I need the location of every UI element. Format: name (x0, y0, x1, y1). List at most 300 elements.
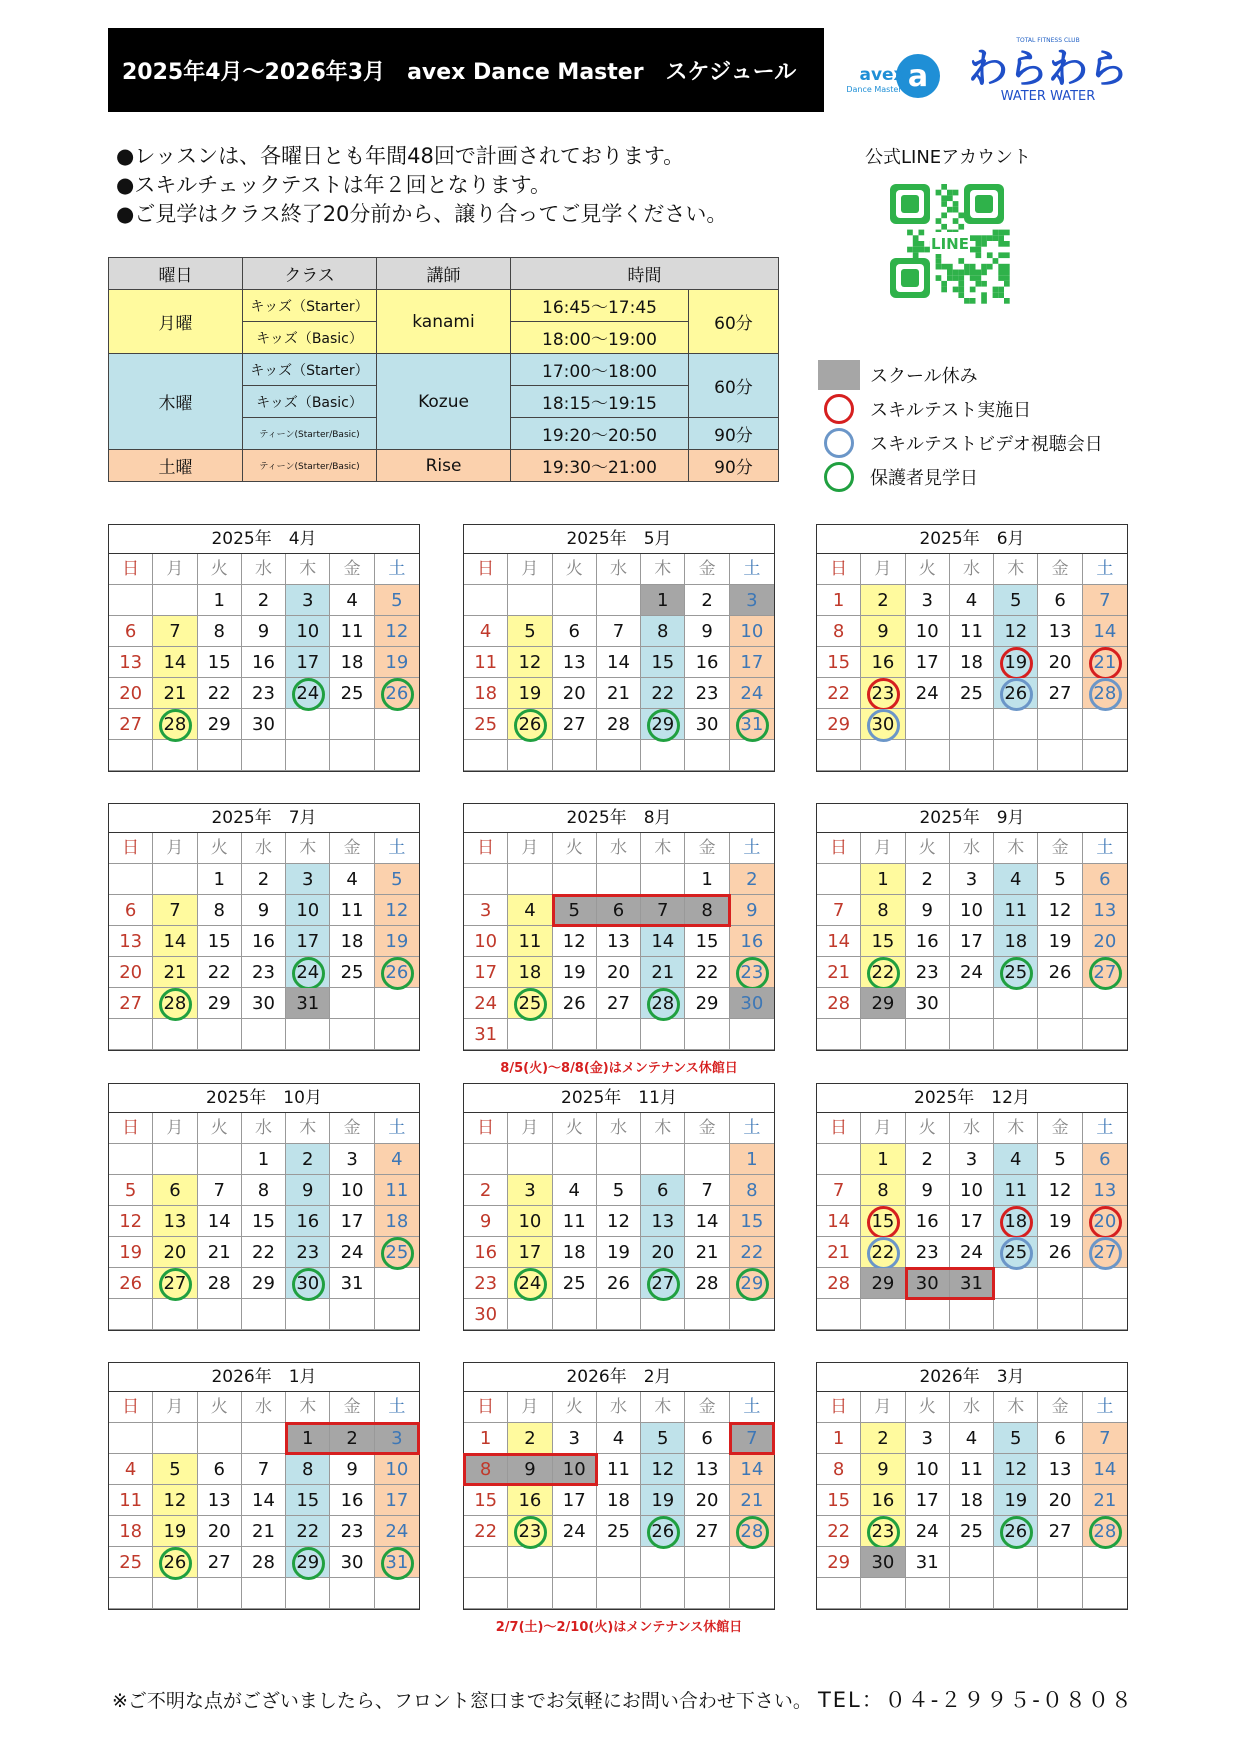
footer-text: ※ご不明な点がございましたら、フロント窓口までお気軽にお問い合わせ下さい。 (112, 1690, 812, 1712)
teacher-monday: kanami (377, 290, 511, 354)
red-circle-icon (867, 1206, 900, 1239)
empty-cell (685, 1299, 729, 1330)
empty-cell (685, 1547, 729, 1578)
day-cell: 20 (685, 1485, 729, 1516)
day-cell: 9 (242, 616, 286, 647)
empty-cell (553, 740, 597, 771)
day-cell: 28 (153, 988, 197, 1019)
empty-cell (1038, 988, 1082, 1019)
month-title: 2025年 4月 (109, 525, 419, 554)
empty-cell (817, 740, 861, 771)
avex-dance-master-logo (830, 40, 948, 108)
day-cell: 28 (1083, 1516, 1127, 1547)
empty-cell (994, 740, 1038, 771)
empty-cell (464, 740, 508, 771)
weekday-header: 木 (994, 1113, 1038, 1144)
day-cell: 20 (597, 957, 641, 988)
red-circle-icon (1089, 647, 1122, 680)
day-cell: 10 (906, 1454, 950, 1485)
month-calendar (108, 1362, 420, 1610)
empty-cell (950, 709, 994, 740)
month-calendar (816, 1362, 1128, 1610)
day-cell: 10 (464, 926, 508, 957)
day-cell: 4 (994, 1144, 1038, 1175)
day-cell: 15 (286, 1485, 330, 1516)
month-calendar (816, 1083, 1128, 1331)
day-cell: 28 (817, 1268, 861, 1299)
weekday-header: 火 (906, 554, 950, 585)
day-cell: 13 (153, 1206, 197, 1237)
weekday-header: 水 (597, 1392, 641, 1423)
empty-cell (330, 740, 374, 771)
day-cell: 21 (685, 1237, 729, 1268)
header-class: クラス (243, 258, 377, 290)
weekday-header: 金 (1038, 554, 1082, 585)
empty-cell (950, 1547, 994, 1578)
empty-cell (950, 740, 994, 771)
empty-cell (198, 740, 242, 771)
day-cell: 12 (994, 616, 1038, 647)
day-cell: 28 (242, 1547, 286, 1578)
weekday-header: 日 (464, 554, 508, 585)
day-cell: 4 (950, 585, 994, 616)
day-cell: 18 (950, 647, 994, 678)
weekday-header: 金 (685, 833, 729, 864)
day-cell: 2 (861, 585, 905, 616)
weekday-header: 日 (109, 1392, 153, 1423)
day-cell: 20 (1083, 1206, 1127, 1237)
day-cell: 26 (153, 1547, 197, 1578)
empty-cell (109, 1019, 153, 1050)
day-cell: 29 (685, 988, 729, 1019)
day-cell: 8 (861, 895, 905, 926)
day-cell: 30 (730, 988, 774, 1019)
empty-cell (730, 1019, 774, 1050)
day-cell: 19 (553, 957, 597, 988)
day-cell: 10 (286, 616, 330, 647)
empty-cell (330, 1578, 374, 1609)
empty-cell (817, 1299, 861, 1330)
green-circle-icon (736, 709, 769, 742)
day-cell: 30 (906, 1268, 950, 1299)
weekday-header: 日 (109, 1113, 153, 1144)
empty-cell (109, 1299, 153, 1330)
day-cell: 18 (508, 957, 552, 988)
weekday-header: 火 (553, 554, 597, 585)
legend-item-red: スキルテスト実施日 (818, 392, 1103, 426)
day-cell: 24 (950, 1237, 994, 1268)
green-circle-icon (867, 1516, 900, 1549)
day-cell: 27 (1038, 1516, 1082, 1547)
day-cell: 26 (597, 1268, 641, 1299)
day-cell: 23 (242, 957, 286, 988)
empty-cell (109, 1144, 153, 1175)
day-monday: 月曜 (109, 290, 243, 354)
green-circle-icon (514, 1268, 547, 1301)
day-cell: 27 (109, 709, 153, 740)
weekday-header: 水 (242, 554, 286, 585)
empty-cell (994, 1547, 1038, 1578)
blue-circle-icon (824, 428, 854, 458)
empty-cell (641, 1578, 685, 1609)
weekday-header: 日 (109, 554, 153, 585)
day-cell: 23 (508, 1516, 552, 1547)
month-title: 2025年 7月 (109, 804, 419, 833)
day-cell: 18 (994, 926, 1038, 957)
day-cell: 17 (286, 926, 330, 957)
day-cell: 1 (685, 864, 729, 895)
day-cell: 29 (861, 988, 905, 1019)
empty-cell (906, 709, 950, 740)
weekday-header: 火 (198, 1113, 242, 1144)
day-cell: 26 (994, 678, 1038, 709)
day-cell: 7 (730, 1423, 774, 1454)
month-title: 2025年 8月 (464, 804, 774, 833)
empty-cell (1038, 1578, 1082, 1609)
day-cell: 7 (817, 895, 861, 926)
day-cell: 4 (109, 1454, 153, 1485)
empty-cell (286, 740, 330, 771)
day-cell: 17 (508, 1237, 552, 1268)
line-qr-code[interactable] (886, 180, 1014, 308)
weekday-header: 水 (950, 833, 994, 864)
day-cell: 19 (1038, 1206, 1082, 1237)
day-cell: 14 (1083, 1454, 1127, 1485)
weekday-header: 土 (1083, 1113, 1127, 1144)
empty-cell (109, 1578, 153, 1609)
empty-cell (464, 585, 508, 616)
day-cell: 27 (553, 709, 597, 740)
day-cell: 17 (730, 647, 774, 678)
day-cell: 18 (464, 678, 508, 709)
day-cell: 13 (685, 1454, 729, 1485)
day-cell: 9 (906, 1175, 950, 1206)
empty-cell (330, 988, 374, 1019)
empty-cell (508, 1578, 552, 1609)
day-cell: 10 (508, 1206, 552, 1237)
day-cell: 24 (950, 957, 994, 988)
day-cell: 1 (817, 585, 861, 616)
day-cell: 10 (906, 616, 950, 647)
empty-cell (817, 864, 861, 895)
weekday-header: 水 (242, 833, 286, 864)
day-cell: 16 (242, 647, 286, 678)
empty-cell (242, 740, 286, 771)
empty-cell (330, 1019, 374, 1050)
class-cell: ティーン(Starter/Basic) (243, 418, 377, 450)
day-cell: 14 (1083, 616, 1127, 647)
empty-cell (950, 1578, 994, 1609)
day-cell: 14 (597, 647, 641, 678)
day-cell: 13 (1038, 616, 1082, 647)
weekday-header: 火 (198, 833, 242, 864)
day-cell: 22 (861, 1237, 905, 1268)
day-cell: 5 (109, 1175, 153, 1206)
weekday-header: 土 (1083, 1392, 1127, 1423)
day-cell: 18 (994, 1206, 1038, 1237)
day-cell: 24 (730, 678, 774, 709)
day-cell: 30 (906, 988, 950, 1019)
weekday-header: 月 (508, 554, 552, 585)
day-cell: 25 (464, 709, 508, 740)
day-cell: 26 (109, 1268, 153, 1299)
day-cell: 24 (464, 988, 508, 1019)
day-cell: 14 (198, 1206, 242, 1237)
empty-cell (508, 1299, 552, 1330)
empty-cell (994, 709, 1038, 740)
green-circle-icon (824, 462, 854, 492)
day-cell: 26 (641, 1516, 685, 1547)
month-title: 2025年 9月 (817, 804, 1127, 833)
weekday-header: 金 (685, 1113, 729, 1144)
day-cell: 11 (109, 1485, 153, 1516)
empty-cell (950, 1299, 994, 1330)
weekday-header: 日 (464, 1392, 508, 1423)
day-cell: 29 (286, 1547, 330, 1578)
day-cell: 6 (1038, 1423, 1082, 1454)
day-cell: 25 (109, 1547, 153, 1578)
empty-cell (641, 740, 685, 771)
empty-cell (1038, 1019, 1082, 1050)
day-cell: 27 (641, 1268, 685, 1299)
weekday-header: 水 (950, 1113, 994, 1144)
day-cell: 8 (685, 895, 729, 926)
weekday-header: 月 (861, 833, 905, 864)
day-cell: 29 (641, 709, 685, 740)
green-circle-icon (381, 678, 414, 711)
line-account-label: 公式LINEアカウント (865, 147, 1031, 168)
day-cell: 31 (286, 988, 330, 1019)
day-cell: 17 (330, 1206, 374, 1237)
weekday-header: 金 (330, 1392, 374, 1423)
weekday-header: 日 (817, 833, 861, 864)
day-cell: 29 (242, 1268, 286, 1299)
day-cell: 17 (906, 1485, 950, 1516)
weekday-header: 日 (817, 1392, 861, 1423)
day-cell: 22 (641, 678, 685, 709)
day-cell: 13 (198, 1485, 242, 1516)
day-cell: 19 (153, 1516, 197, 1547)
empty-cell (1038, 1268, 1082, 1299)
empty-cell (109, 740, 153, 771)
day-cell: 20 (641, 1237, 685, 1268)
empty-cell (286, 1299, 330, 1330)
day-cell: 19 (109, 1237, 153, 1268)
day-cell: 6 (641, 1175, 685, 1206)
header-time: 時間 (511, 258, 779, 290)
empty-cell (730, 1547, 774, 1578)
day-cell: 23 (242, 678, 286, 709)
day-cell: 22 (198, 957, 242, 988)
day-cell: 30 (242, 709, 286, 740)
day-cell: 11 (464, 647, 508, 678)
weekday-header: 木 (641, 1113, 685, 1144)
day-cell: 2 (861, 1423, 905, 1454)
day-cell: 10 (330, 1175, 374, 1206)
red-circle-icon (1000, 1206, 1033, 1239)
green-circle-icon (736, 957, 769, 990)
empty-cell (641, 864, 685, 895)
day-cell: 14 (685, 1206, 729, 1237)
day-cell: 8 (730, 1175, 774, 1206)
weekday-header: 土 (375, 554, 419, 585)
weekday-header: 金 (330, 554, 374, 585)
day-cell: 5 (1038, 864, 1082, 895)
day-cell: 12 (597, 1206, 641, 1237)
weekday-header: 月 (153, 1392, 197, 1423)
empty-cell (508, 864, 552, 895)
weekday-header: 金 (330, 1113, 374, 1144)
day-cell: 5 (641, 1423, 685, 1454)
day-cell: 30 (685, 709, 729, 740)
empty-cell (375, 988, 419, 1019)
time-cell: 19:20〜20:50 (511, 418, 689, 450)
legend-item-green: 保護者見学日 (818, 460, 1103, 494)
green-circle-icon (1089, 1516, 1122, 1549)
day-cell: 21 (198, 1237, 242, 1268)
day-cell: 20 (1038, 1485, 1082, 1516)
day-cell: 1 (198, 585, 242, 616)
day-cell: 5 (994, 585, 1038, 616)
weekday-header: 火 (906, 1113, 950, 1144)
day-cell: 22 (198, 678, 242, 709)
day-cell: 14 (153, 926, 197, 957)
day-cell: 6 (1038, 585, 1082, 616)
day-cell: 9 (906, 895, 950, 926)
day-cell: 2 (242, 585, 286, 616)
day-cell: 14 (817, 926, 861, 957)
green-circle-icon (647, 988, 680, 1021)
empty-cell (994, 1019, 1038, 1050)
empty-cell (109, 1423, 153, 1454)
day-cell: 20 (109, 957, 153, 988)
weekday-header: 月 (508, 1392, 552, 1423)
svg-text:a: a (907, 59, 929, 94)
day-cell: 4 (950, 1423, 994, 1454)
empty-cell (153, 740, 197, 771)
day-cell: 11 (994, 1175, 1038, 1206)
day-cell: 13 (1083, 895, 1127, 926)
day-cell: 21 (242, 1516, 286, 1547)
day-cell: 11 (330, 616, 374, 647)
day-cell: 4 (375, 1144, 419, 1175)
empty-cell (994, 1578, 1038, 1609)
day-cell: 3 (286, 864, 330, 895)
day-cell: 13 (553, 647, 597, 678)
weekday-header: 土 (1083, 554, 1127, 585)
notes (116, 142, 727, 229)
day-cell: 22 (286, 1516, 330, 1547)
month-title: 2025年 10月 (109, 1084, 419, 1113)
warawara-logo (968, 34, 1128, 106)
day-cell: 19 (1038, 926, 1082, 957)
month-title: 2025年 6月 (817, 525, 1127, 554)
weekday-header: 月 (153, 554, 197, 585)
empty-cell (464, 1578, 508, 1609)
day-cell: 8 (464, 1454, 508, 1485)
weekday-header: 月 (153, 1113, 197, 1144)
empty-cell (597, 740, 641, 771)
time-cell: 17:00〜18:00 (511, 354, 689, 386)
day-cell: 21 (817, 957, 861, 988)
weekday-header: 木 (286, 1392, 330, 1423)
empty-cell (198, 1299, 242, 1330)
day-cell: 22 (464, 1516, 508, 1547)
day-cell: 13 (1083, 1175, 1127, 1206)
day-cell: 27 (1083, 957, 1127, 988)
day-thursday: 木曜 (109, 354, 243, 450)
teacher-thursday: Kozue (377, 354, 511, 450)
class-cell: キッズ（Starter） (243, 354, 377, 386)
empty-cell (685, 1578, 729, 1609)
day-cell: 5 (375, 864, 419, 895)
day-cell: 20 (109, 678, 153, 709)
day-cell: 8 (286, 1454, 330, 1485)
day-cell: 17 (950, 1206, 994, 1237)
time-cell: 16:45〜17:45 (511, 290, 689, 322)
empty-cell (286, 1019, 330, 1050)
day-cell: 22 (685, 957, 729, 988)
weekday-header: 木 (286, 833, 330, 864)
weekday-header: 日 (109, 833, 153, 864)
day-cell: 9 (508, 1454, 552, 1485)
day-cell: 26 (375, 678, 419, 709)
day-cell: 21 (153, 957, 197, 988)
day-cell: 25 (553, 1268, 597, 1299)
green-circle-icon (292, 1268, 325, 1301)
empty-cell (553, 1547, 597, 1578)
weekday-header: 木 (641, 554, 685, 585)
day-cell: 27 (109, 988, 153, 1019)
empty-cell (817, 1578, 861, 1609)
empty-cell (1083, 1268, 1127, 1299)
weekday-header: 水 (242, 1392, 286, 1423)
empty-cell (153, 1019, 197, 1050)
empty-cell (375, 1019, 419, 1050)
day-cell: 2 (286, 1144, 330, 1175)
empty-cell (597, 585, 641, 616)
day-cell: 24 (508, 1268, 552, 1299)
weekday-header: 土 (730, 1113, 774, 1144)
empty-cell (994, 1299, 1038, 1330)
green-circle-icon (867, 957, 900, 990)
day-cell: 9 (861, 1454, 905, 1485)
empty-cell (730, 1578, 774, 1609)
day-cell: 26 (1038, 957, 1082, 988)
day-cell: 11 (597, 1454, 641, 1485)
day-cell: 28 (1083, 678, 1127, 709)
empty-cell (906, 1019, 950, 1050)
empty-cell (109, 864, 153, 895)
green-circle-icon (1000, 957, 1033, 990)
day-cell: 2 (464, 1175, 508, 1206)
wara-logo-small: TOTAL FITNESS CLUB (1016, 37, 1080, 44)
day-cell: 25 (994, 957, 1038, 988)
day-cell: 19 (597, 1237, 641, 1268)
empty-cell (198, 1578, 242, 1609)
day-cell: 30 (861, 709, 905, 740)
day-cell: 4 (464, 616, 508, 647)
class-cell: キッズ（Basic） (243, 322, 377, 354)
day-cell: 4 (508, 895, 552, 926)
empty-cell (994, 1268, 1038, 1299)
day-cell: 7 (1083, 1423, 1127, 1454)
green-circle-icon (292, 1547, 325, 1580)
month-calendar (463, 803, 775, 1051)
green-circle-icon (292, 678, 325, 711)
day-cell: 3 (950, 864, 994, 895)
empty-cell (817, 1019, 861, 1050)
